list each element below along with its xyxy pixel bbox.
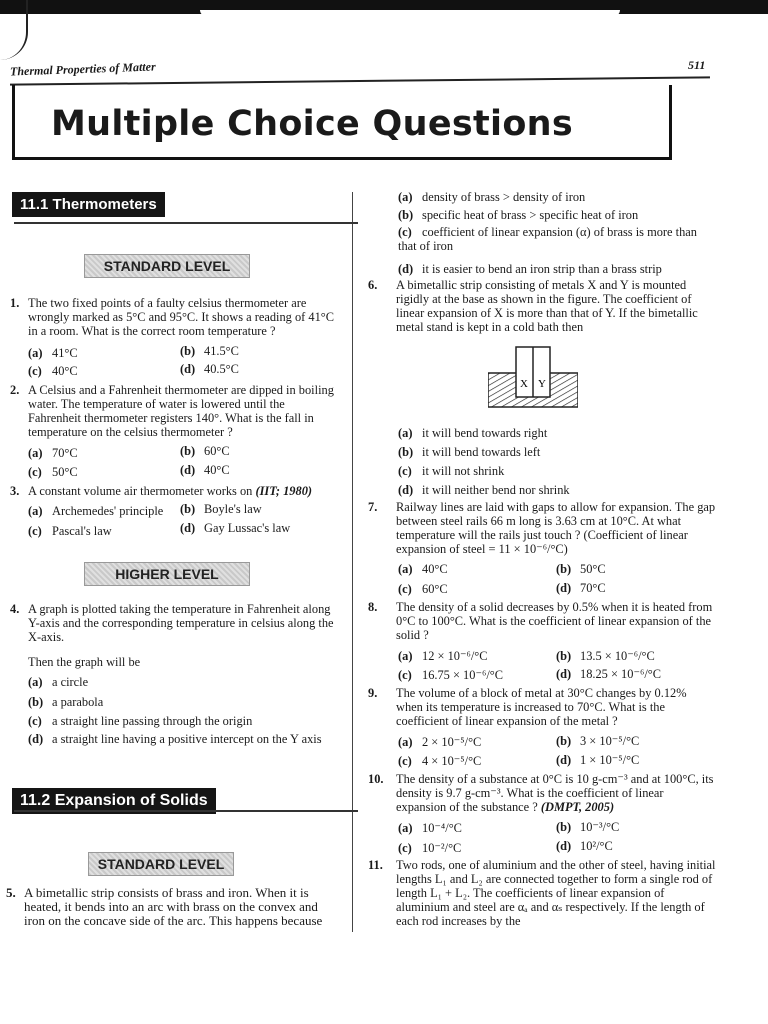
- option-a: (a) 12 × 10⁻⁶/°C: [398, 649, 488, 663]
- option-b: (b) 50°C: [556, 562, 606, 576]
- option-a: (a) 2 × 10⁻⁵/°C: [398, 735, 482, 749]
- section-rule: [14, 222, 358, 224]
- option-b: (b) Boyle's law: [180, 502, 262, 516]
- option-d: (d) it is easier to bend an iron strip than a brass strip: [398, 262, 662, 276]
- option-d: (d) 40.5°C: [180, 362, 239, 376]
- option-c: (c) a straight line passing through the origin: [28, 714, 253, 728]
- option-d: (d) a straight line having a positive intercept on the Y axis: [28, 732, 322, 746]
- question-text: A graph is plotted taking the temperature in Fahrenheit along Y-axis and the corresponding temperature in celsius along the X-axis.: [28, 602, 334, 644]
- question-source: (IIT; 1980): [255, 484, 313, 498]
- question-text: The density of a solid decreases by 0.5% when it is heated from 0°C to 100°C. What is the coefficient of linear expansion of the solid ?: [396, 600, 713, 642]
- question-number: 6.: [368, 278, 378, 292]
- question-number: 2.: [10, 383, 20, 397]
- question-1: [10, 296, 340, 338]
- question-3: [10, 484, 345, 498]
- option-c: (c) it will not shrink: [398, 464, 505, 478]
- bimetallic-strip-figure: [488, 345, 578, 409]
- option-d: (d) it will neither bend nor shrink: [398, 483, 570, 497]
- option-c: (c) 4 × 10⁻⁵/°C: [398, 754, 482, 768]
- option-b: (b) 3 × 10⁻⁵/°C: [556, 734, 640, 748]
- question-number: 1.: [10, 296, 20, 310]
- option-d: (d) 1 × 10⁻⁵/°C: [556, 753, 640, 767]
- question-number: 4.: [10, 602, 20, 616]
- question-4-then: Then the graph will be: [28, 655, 141, 669]
- option-c: (c) coefficient of linear expansion (α) of brass is more than that of iron: [398, 225, 697, 253]
- column-divider: [352, 192, 353, 932]
- question-text: A bimetallic strip consists of brass and iron. When it is heated, it bends into an arc with brass on the convex and iron on the concave side of the arc. This happens because: [24, 885, 323, 928]
- question-6: [368, 278, 716, 334]
- option-b: (b) specific heat of brass > specific heat of iron: [398, 208, 639, 222]
- question-text: A constant volume air thermometer works on: [28, 484, 253, 498]
- question-text: A bimetallic strip consisting of metals X and Y is mounted rigidly at the base as shown in the figure. The coefficient of linear expansion of X is more than that of Y. If the bimetallic metal stand is kept in a cold bath then: [396, 278, 698, 334]
- question-text: A Celsius and a Fahrenheit thermometer are dipped in boiling water. The temperature of water is lowered until the Fahrenheit thermometer registers 140°. What is the fall in temperature on the celsius thermometer ?: [28, 383, 334, 439]
- question-number: 3.: [10, 484, 20, 498]
- question-text: The two fixed points of a faulty celsius thermometer are wrongly marked as 5°C and 95°C. It shows a reading of 41°C in a room. What is the correct room temperature ?: [28, 296, 334, 338]
- question-source: (DMPT, 2005): [540, 800, 615, 814]
- standard-level-badge-2: STANDARD LEVEL: [88, 852, 234, 876]
- option-a: (a) it will bend towards right: [398, 426, 548, 440]
- question-11: [368, 858, 716, 928]
- question-10: [368, 772, 716, 814]
- option-c: (c) 50°C: [28, 465, 78, 479]
- question-4: [10, 602, 340, 644]
- option-c: (c) 16.75 × 10⁻⁶/°C: [398, 668, 503, 682]
- page-title: Multiple Choice Questions: [50, 104, 574, 144]
- page-curl: [0, 0, 28, 60]
- option-b: (b) 41.5°C: [180, 344, 239, 358]
- option-a: (a) density of brass > density of iron: [398, 190, 586, 204]
- question-number: 9.: [368, 686, 378, 700]
- section-heading-expansion: 11.2 Expansion of Solids: [12, 788, 216, 814]
- option-b: (b) 13.5 × 10⁻⁶/°C: [556, 649, 655, 663]
- section-rule: [14, 810, 358, 812]
- option-d: (d) 10²/°C: [556, 839, 613, 853]
- question-text: The volume of a block of metal at 30°C changes by 0.12% when its temperature is increased to 70°C. What is the coefficient of linear expansion of the metal ?: [396, 686, 687, 728]
- question-5: [6, 886, 340, 928]
- option-b: (b) 10⁻³/°C: [556, 820, 620, 834]
- option-b: (b) 60°C: [180, 444, 230, 458]
- option-c: (c) Pascal's law: [28, 524, 112, 538]
- option-a: (a) 40°C: [398, 562, 448, 576]
- question-number: 8.: [368, 600, 378, 614]
- option-d: (d) 40°C: [180, 463, 230, 477]
- title-box: [12, 85, 672, 160]
- higher-level-badge: HIGHER LEVEL: [84, 562, 250, 586]
- option-a: (a) 41°C: [28, 346, 78, 360]
- option-d: (d) 70°C: [556, 581, 606, 595]
- question-2: [10, 383, 340, 439]
- option-c: (c) 60°C: [398, 582, 448, 596]
- strip-label-y: Y: [538, 378, 546, 390]
- question-number: 7.: [368, 500, 378, 514]
- section-heading-thermometers: 11.1 Thermometers: [12, 192, 165, 217]
- question-number: 5.: [6, 885, 16, 900]
- question-text: The density of a substance at 0°C is 10 g-cm⁻³ and at 100°C, its density is 9.7 g-cm⁻³. What is the coefficient of linear expansion of the substance ?: [396, 772, 714, 814]
- question-number: 11.: [368, 858, 383, 872]
- page-number: 511: [688, 58, 706, 72]
- question-8: [368, 600, 716, 642]
- question-9: [368, 686, 716, 728]
- question-7: [368, 500, 716, 556]
- option-c: (c) 40°C: [28, 364, 78, 378]
- option-b: (b) a parabola: [28, 695, 104, 709]
- option-a: (a) Archemedes' principle: [28, 504, 164, 518]
- strip-label-x: X: [520, 378, 528, 390]
- question-text: Two rods, one of aluminium and the other of steel, having initial lengths L₁ and L₂ are connected together to form a single rod of length L₁ + L₂. The coefficients of linear expansion of aluminium and steel are αₐ and αₛ respectively. If the length of each rod increases by the: [396, 858, 716, 928]
- option-c: (c) 10⁻²/°C: [398, 841, 462, 855]
- option-a: (a) a circle: [28, 675, 89, 689]
- top-edge-notch: [200, 10, 620, 16]
- option-d: (d) 18.25 × 10⁻⁶/°C: [556, 667, 661, 681]
- question-text: Railway lines are laid with gaps to allow for expansion. The gap between steel rails 66 m long is 3.63 cm at 10°C. At what temperature will the rails just touch ? (Coefficient of linear expansion of steel = 11 × 10⁻⁶/°C): [396, 500, 716, 556]
- running-head: Thermal Properties of Matter: [9, 59, 156, 79]
- option-d: (d) Gay Lussac's law: [180, 521, 291, 535]
- option-a: (a) 70°C: [28, 446, 78, 460]
- option-b: (b) it will bend towards left: [398, 445, 541, 459]
- option-a: (a) 10⁻⁴/°C: [398, 821, 462, 835]
- standard-level-badge: STANDARD LEVEL: [84, 254, 250, 278]
- question-number: 10.: [368, 772, 384, 786]
